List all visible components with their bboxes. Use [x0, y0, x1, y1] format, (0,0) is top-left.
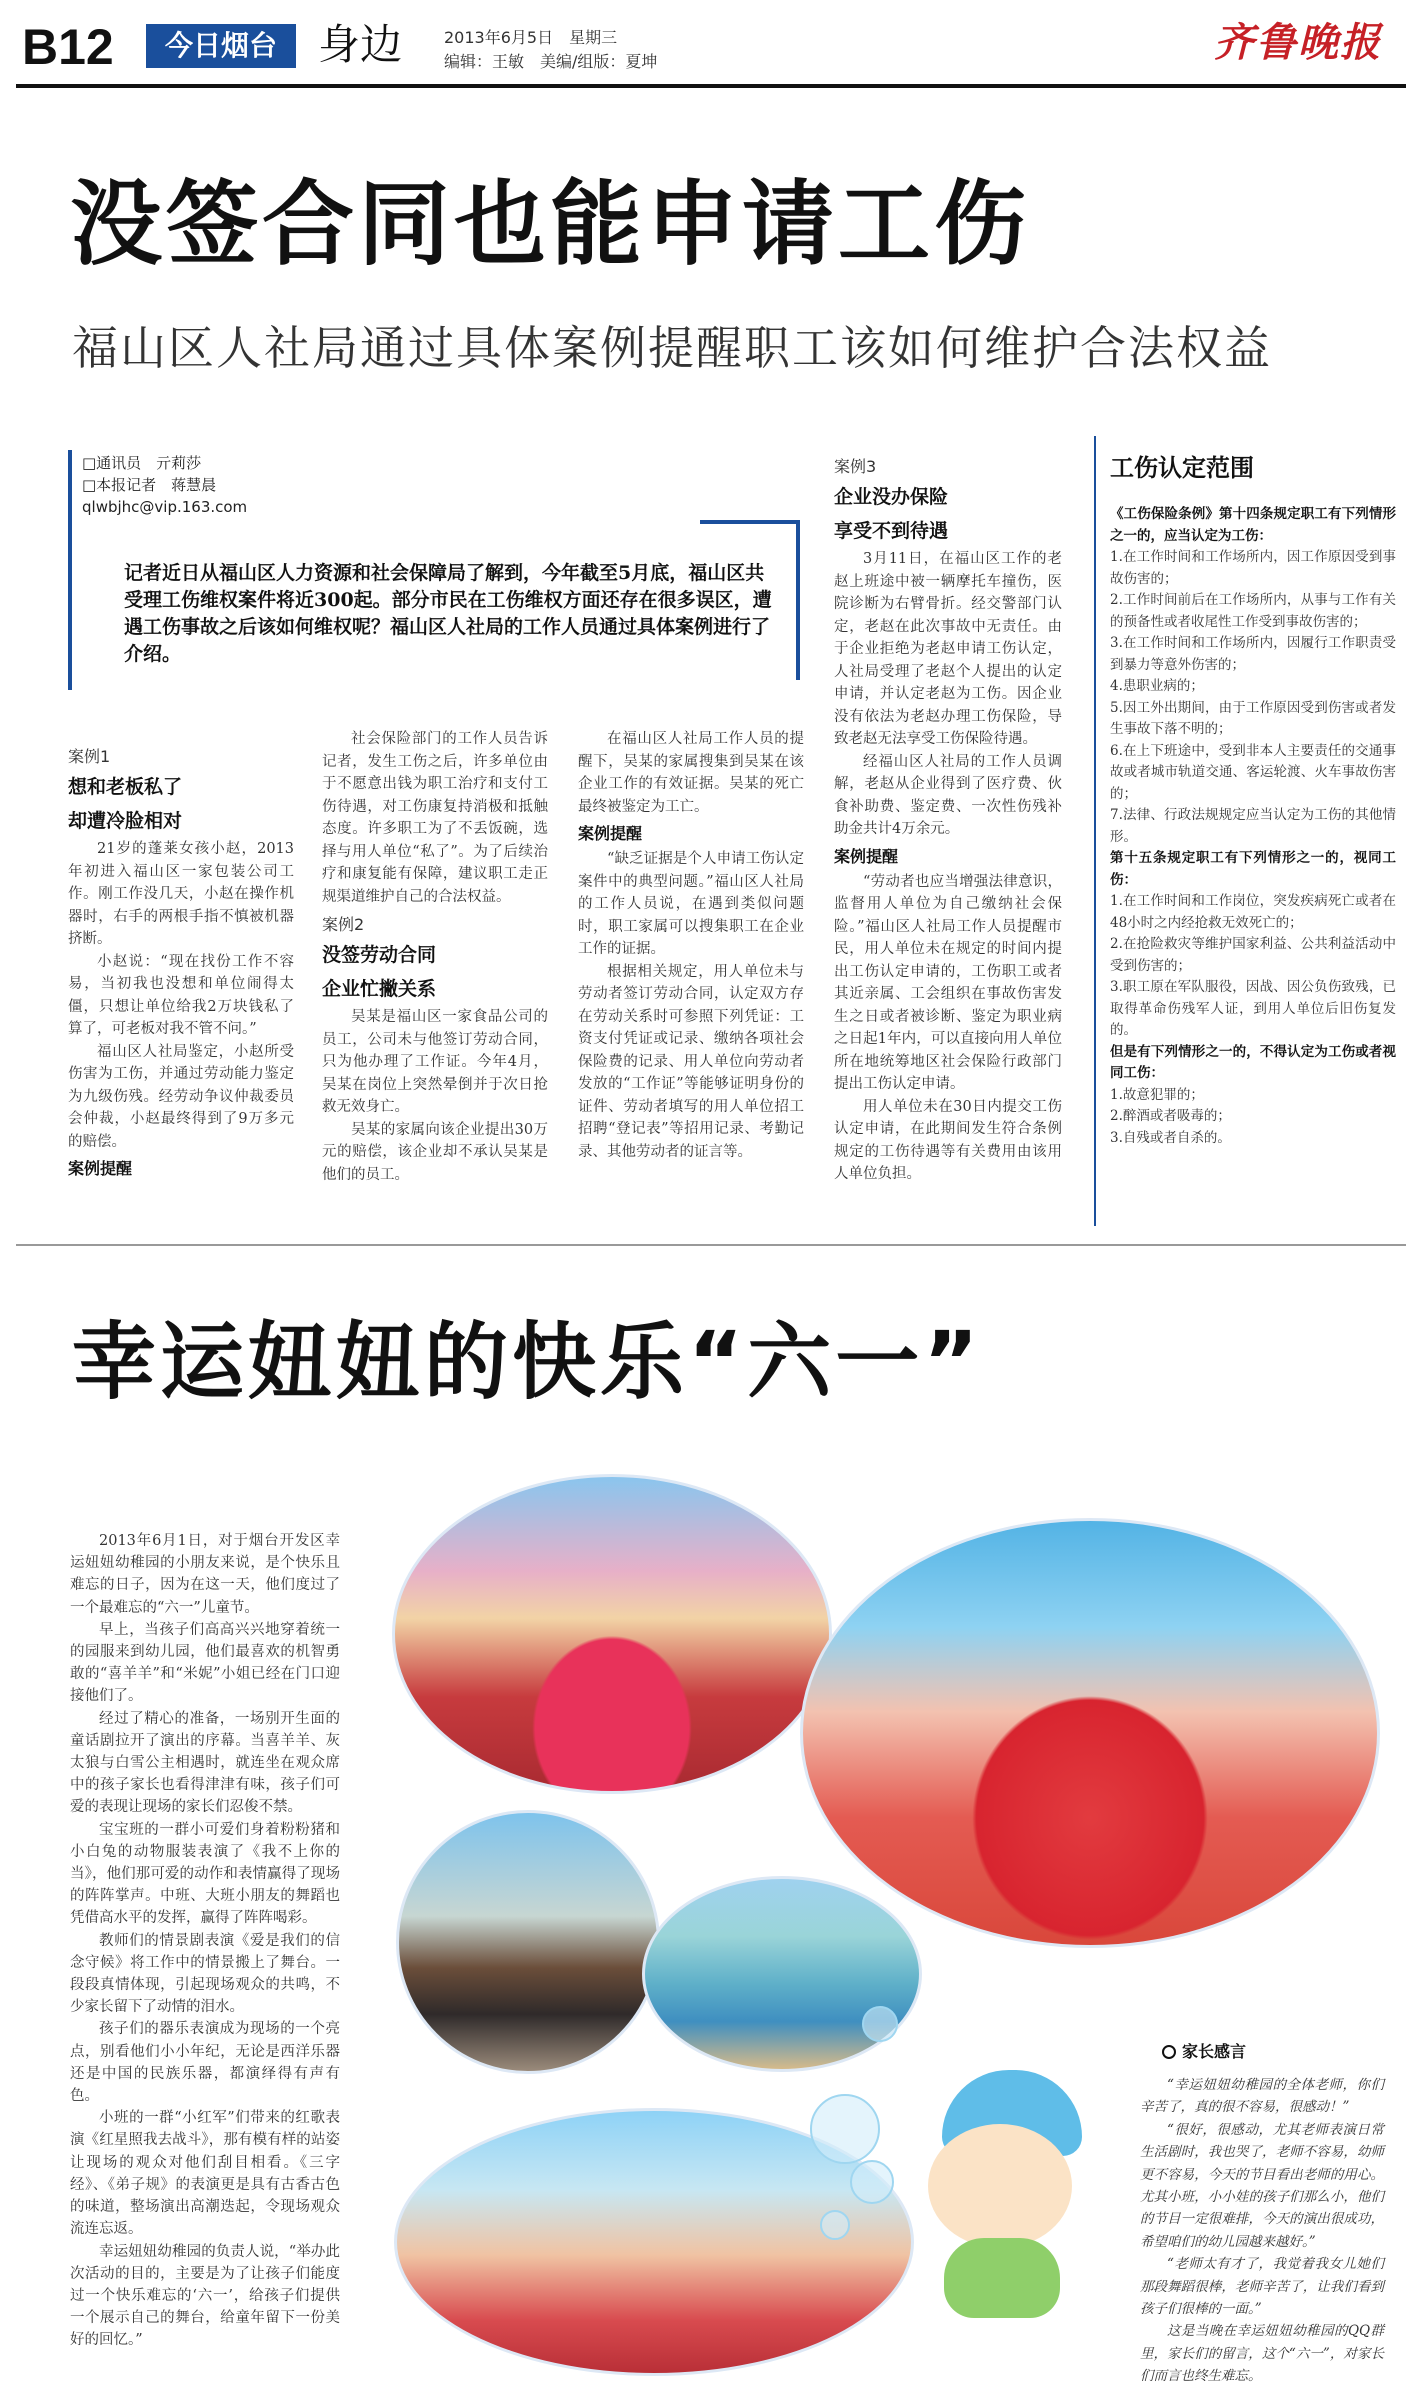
parent-quote: 这是当晚在幸运妞妞幼稚园的QQ群里，家长们的留言，这个“六一”，对家长们而言也终生难忘。	[1140, 2323, 1384, 2383]
article2-paragraph: 教师们的情景剧表演《爱是我们的信念守候》将工作中的情景搬上了舞台。一段段真情体现，引起现场观众的共鸣，不少家长留下了动情的泪水。	[70, 1932, 340, 2016]
sidebar-intro-c: 但是有下列情形之一的，不得认定为工伤或者视同工伤：	[1110, 1043, 1396, 1081]
case2-tip-paragraph: 根据相关规定，用人单位未与劳动者签订劳动合同，认定双方存在劳动关系时可参照下列凭证：工资支付凭证或记录、缴纳各项社会保险费的记录、用人单位向劳动者发放的“工作证”等能够证明身份的证件、劳动者填写的用人单位招工招聘“登记表”等招用记录、考勤记录、其他劳动者的证言等。	[578, 963, 804, 1160]
cartoon-body	[944, 2238, 1060, 2318]
parent-quote: “幸运妞妞幼稚园的全体老师，你们辛苦了，真的很不容易，很感动！”	[1140, 2077, 1384, 2116]
case3-tip-heading: 案例提醒	[834, 846, 899, 866]
case1-title-line2: 却遭冷脸相对	[68, 810, 183, 832]
byline-reporter: □本报记者 蒋慧晨	[82, 476, 217, 494]
sidebar-item: 3.在工作时间和工作场所内，因履行工作职责受到暴力等意外伤害的；	[1110, 635, 1396, 673]
sidebar-item: 4.患职业病的；	[1110, 678, 1204, 694]
case3-tip-paragraph: 用人单位未在30日内提交工伤认定申请，在此期间发生符合条例规定的工伤待遇等有关费用由该用人单位负担。	[834, 1098, 1062, 1182]
sidebar-item: 5.因工外出期间，由于工作原因受到伤害或者发生事故下落不明的；	[1110, 699, 1396, 737]
bubble-decoration	[810, 2094, 880, 2164]
editor-line: 编辑：王敏 美编/组版：夏坤	[444, 52, 658, 71]
header-rule	[16, 84, 1406, 88]
bubble-decoration	[862, 2006, 898, 2042]
case2-tip-heading: 案例提醒	[578, 824, 643, 843]
sidebar-item: 2.醉酒或者吸毒的；	[1110, 1108, 1231, 1124]
case1-tip-paragraph: 社会保险部门的工作人员告诉记者，发生工伤之后，许多单位由于不愿意出钱为职工治疗和支付工伤待遇，对工伤康复持消极和抵触态度。许多职工为了不丢饭碗，选择与用人单位“私了”。为了后续治疗和康复能有保障，建议职工走正规渠道维护自己的合法权益。	[322, 731, 548, 905]
sidebar-intro-b: 第十五条规定职工有下列情形之一的，视同工伤：	[1110, 850, 1396, 888]
sidebar-intro: 《工伤保险条例》第十四条规定职工有下列情形之一的，应当认定为工伤：	[1110, 506, 1396, 544]
case3-title-line2: 享受不到待遇	[834, 520, 949, 542]
sidebar-item: 3.职工原在军队服役，因战、因公负伤致残，已取得革命伤残军人证，到用人单位后旧伤复发的。	[1110, 979, 1396, 1038]
article2-headline: 幸运妞妞的快乐“六一”	[72, 1313, 983, 1411]
page-number: B12	[22, 19, 114, 75]
column-1	[68, 740, 294, 1183]
case1-title-line1: 想和老板私了	[68, 776, 183, 798]
case2-title-line2: 企业忙撇关系	[322, 978, 437, 1000]
case3-paragraph: 经福山区人社局的工作人员调解，老赵从企业得到了医疗费、伙食补助费、鉴定费、一次性伤残补助金共计4万余元。	[834, 753, 1062, 837]
case2-paragraph: 吴某的家属向该企业提出30万元的赔偿，该企业却不承认吴某是他们的员工。	[322, 1121, 548, 1183]
article1-headline: 没签合同也能申请工伤	[70, 171, 1031, 278]
byline-email[interactable]: qlwbjhc@vip.163.com	[82, 498, 248, 516]
byline-correspondent: □通讯员 亓莉莎	[82, 454, 202, 472]
photo-children-stage-play	[642, 1876, 922, 2072]
case1-tip-heading: 案例提醒	[68, 1159, 133, 1178]
parent-quote: “很好，很感动，尤其老师表演日常生活剧时，我也哭了，老师不容易，幼师更不容易，今天的节目看出老师的用心。尤其小班，小小娃的孩子们那么小，他们的节目一定很难排，今天的演出很成功，希望咱们的幼儿园越来越好。”	[1140, 2121, 1384, 2250]
column-4	[834, 450, 1062, 1186]
case2-paragraph: 在福山区人社局工作人员的提醒下，吴某的家属搜集到吴某在该企业工作的有效证据。吴某的死亡最终被鉴定为工亡。	[578, 731, 804, 815]
case1-paragraph: 福山区人社局鉴定，小赵所受伤害为工伤，并通过劳动能力鉴定为九级伤残。经劳动争议仲裁委员会仲裁，小赵最终得到了9万多元的赔偿。	[68, 1043, 294, 1150]
sidebar-item: 7.法律、行政法规规定应当认定为工伤的其他情形。	[1110, 807, 1396, 845]
case1-label: 案例1	[68, 747, 111, 766]
photo-drum-kit-boy	[396, 1810, 660, 2074]
subsection-title: 身边	[318, 20, 403, 69]
case2-title-line1: 没签劳动合同	[322, 944, 437, 966]
section-badge: 今日烟台	[146, 24, 296, 68]
case3-label: 案例3	[834, 457, 877, 476]
case3-title-line1: 企业没办保险	[834, 486, 949, 508]
section-divider	[16, 1244, 1406, 1246]
sidebar-item: 1.在工作时间和工作场所内，因工作原因受到事故伤害的；	[1110, 549, 1396, 587]
sidebar-item: 2.在抢险救灾等维护国家利益、公共利益活动中受到伤害的；	[1110, 936, 1396, 974]
article2-body	[70, 1530, 340, 2352]
column-3	[578, 728, 804, 1163]
column-2	[322, 728, 548, 1186]
case1-paragraph: 小赵说：“现在找份工作不容易，当初我也没想和单位闹得太僵，只想让单位给我2万块钱私了算了，可老板对我不管不问。”	[68, 953, 294, 1037]
date-line: 2013年6月5日 星期三	[444, 28, 618, 47]
sidebar-divider	[1094, 436, 1096, 1226]
photo-drum-performance	[392, 1474, 832, 1794]
case2-tip-paragraph: “缺乏证据是个人申请工伤认定案件中的典型问题。”福山区人社局的工作人员说，在遇到类似问题时，职工家属可以搜集职工在企业工作的证据。	[578, 851, 804, 957]
article2-paragraph: 宝宝班的一群小可爱们身着粉粉猪和小白兔的动物服装表演了《我不上你的当》，他们那可爱的动作和表情赢得了现场的阵阵掌声。中班、大班小朋友的舞蹈也凭借高水平的发挥，赢得了阵阵喝彩。	[70, 1821, 340, 1927]
article2-paragraph: 经过了精心的准备，一场别开生面的童话剧拉开了演出的序幕。当喜羊羊、灰太狼与白雪公主相遇时，就连坐在观众席中的孩子家长也看得津津有味，孩子们可爱的表现让现场的家长们忍俊不禁。	[70, 1710, 340, 1816]
circle-icon	[1162, 2045, 1176, 2059]
sidebar-item: 1.在工作时间和工作岗位，突发疾病死亡或者在48小时之内经抢救无效死亡的；	[1110, 893, 1396, 931]
sidebar-work-injury-scope	[1110, 450, 1396, 1149]
byline	[68, 452, 328, 518]
bubble-decoration	[820, 2210, 850, 2240]
article2-paragraph: 2013年6月1日，对于烟台开发区幸运妞妞幼稚园的小朋友来说，是个快乐且难忘的日子，因为在这一天，他们度过了一个最难忘的“六一”儿童节。	[70, 1533, 340, 1616]
cartoon-face	[928, 2124, 1072, 2248]
article2-paragraph: 孩子们的器乐表演成为现场的一个亮点，别看他们小小年纪，无论是西洋乐器还是中国的民族乐器，都演绎得有声有色。	[70, 2021, 340, 2105]
page-header	[0, 0, 1417, 80]
article2-paragraph: 早上，当孩子们高高兴兴地穿着统一的园服来到幼儿园，他们最喜欢的机智勇敢的“喜羊羊”和“米妮”小姐已经在门口迎接他们了。	[70, 1621, 340, 1705]
sidebar-item: 3.自残或者自杀的。	[1110, 1129, 1231, 1146]
article1-lead: 记者近日从福山区人力资源和社会保障局了解到，今年截至5月底，福山区共受理工伤维权案件将近300起。部分市民在工伤维权方面还存在很多误区，遭遇工伤事故之后该如何维权呢？福山区人社局的工作人员通过具体案例进行了介绍。	[124, 562, 772, 665]
case1-paragraph: 21岁的蓬莱女孩小赵，2013年初进入福山区一家包装公司工作。刚工作没几天，小赵在操作机器时，右手的两根手指不慎被机器挤断。	[68, 841, 294, 947]
case2-label: 案例2	[322, 915, 365, 934]
sidebar-title: 工伤认定范围	[1110, 454, 1254, 482]
photo-dance-performance	[800, 1518, 1380, 1948]
sidebar-text	[1110, 504, 1396, 1149]
case3-paragraph: 3月11日，在福山区工作的老赵上班途中被一辆摩托车撞伤，医院诊断为右臂骨折。经交警部门认定，老赵在此次事故中无责任。由于企业拒绝为老赵申请工伤认定，人社局受理了老赵个人提出的认定申请，并认定老赵为工伤。因企业没有依法为老赵办理工伤保险，导致老赵无法享受工伤保险待遇。	[834, 551, 1062, 747]
article1-subheadline: 福山区人社局通过具体案例提醒职工该如何维护合法权益	[72, 321, 1272, 375]
article2-paragraph: 幸运妞妞幼稚园的负责人说，“举办此次活动的目的，主要是为了让孩子们能度过一个快乐难忘的‘六一’，给孩子们提供一个展示自己的舞台，给童年留下一份美好的回忆。”	[70, 2243, 340, 2349]
case3-tip-paragraph: “劳动者也应当增强法律意识，监督用人单位为自己缴纳社会保险。”福山区人社局工作人员提醒市民，用人单位未在规定的时间内提出工伤认定申请的，工伤职工或者其近亲属、工会组织在事故伤害发生之日或者被诊断、鉴定为职业病之日起1年内，可以直接向用人单位所在地统筹地区社会保险行政部门提出工伤认定申请。	[834, 873, 1062, 1092]
bubble-decoration	[850, 2160, 894, 2204]
sidebar-item: 2.工作时间前后在工作场所内，从事与工作有关的预备性或者收尾性工作受到事故伤害的；	[1110, 592, 1396, 630]
parent-comments	[1140, 2074, 1384, 2383]
sidebar-item: 6.在上下班途中，受到非本人主要责任的交通事故或者城市轨道交通、客运轮渡、火车事故伤害的；	[1110, 742, 1396, 802]
parent-comments-heading: 家长感言	[1162, 2040, 1246, 2064]
case2-paragraph: 吴某是福山区一家食品公司的员工，公司未与他签订劳动合同，只为他办理了工作证。今年4月，吴某在岗位上突然晕倒并于次日抢救无效身亡。	[322, 1009, 548, 1115]
cartoon-baby-illustration	[884, 2040, 1084, 2330]
sidebar-item: 1.故意犯罪的；	[1110, 1086, 1204, 1103]
parent-quote: “老师太有才了，我觉着我女儿她们那段舞蹈很棒，老师辛苦了，让我们看到孩子们很棒的一面。”	[1140, 2256, 1384, 2318]
newspaper-logo: 齐鲁晚报	[1214, 19, 1382, 66]
article2-paragraph: 小班的一群“小红军”们带来的红歌表演《红星照我去战斗》，那有模有样的站姿让现场的观众对他们刮目相看。《三字经》、《弟子规》的表演更是具有古香古色的味道，整场演出高潮迭起，令现场观众流连忘返。	[70, 2110, 340, 2238]
